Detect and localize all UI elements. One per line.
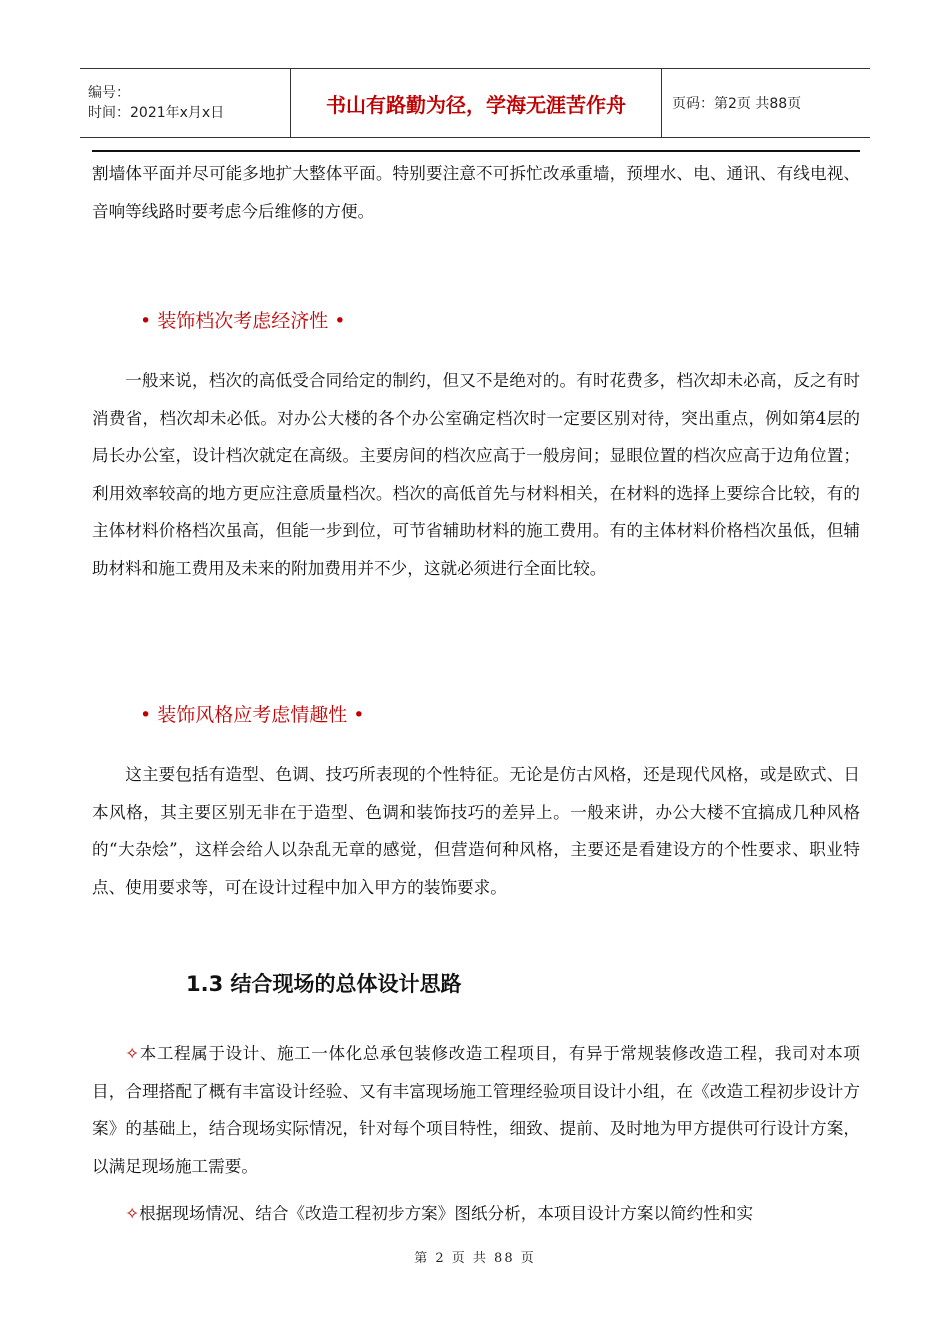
paragraph-analysis-text: 根据现场情况、结合《改造工程初步方案》图纸分析，本项目设计方案以简约性和实 [139,1204,754,1223]
intro-paragraph: 割墙体平面并尽可能多地扩大整体平面。特别要注意不可拆忙改承重墙，预埋水、电、通讯、有线电视、音响等线路时要考虑今后维修的方便。 [92,164,860,221]
paragraph-project [92,1035,860,1185]
document-number-label: 编号： [88,85,130,101]
page-header [80,68,870,138]
paragraph-style: 这主要包括有造型、色调、技巧所表现的个性特征。无论是仿古风格，还是现代风格，或是欧式、日本风格，其主要区别无非在于造型、色调和装饰技巧的差异上。一般来讲，办公大楼不宜搞成几种风格的“大杂烩”，这样会给人以杂乱无章的感觉，但营造何种风格，主要还是看建设方的个性要求、职业特点、使用要求等，可在设计过程中加入甲方的装饰要求。 [92,765,860,897]
paragraph-analysis [92,1195,860,1233]
header-page-info: 页码：第2页 共88页 [672,96,802,112]
bullet-diamond-icon: ✧ [125,1204,140,1223]
document-time-label: 时间：2021年x月x日 [88,105,225,121]
page-footer: 第 2 页 共 88 页 [414,1251,536,1266]
header-divider [92,150,860,152]
header-motto: 书山有路勤为径，学海无涯苦作舟 [291,69,662,137]
paragraph-project-text: 本工程属于设计、施工一体化总承包装修改造工程项目，有异于常规装修改造工程，我司对本项目，合理搭配了概有丰富设计经验、又有丰富现场施工管理经验项目设计小组，在《改造工程初步设计方案》的基础上，结合现场实际情况，针对每个项目特性，细致、提前、及时地为甲方提供可行设计方案，以满足现场施工需要。 [92,1044,860,1176]
bullet-diamond-icon: ✧ [125,1044,140,1063]
heading-style: • 装饰风格应考虑情趣性 • [140,704,365,726]
paragraph-economy: 一般来说，档次的高低受合同给定的制约，但又不是绝对的。有时花费多，档次却未必高，反之有时消费省，档次却未必低。对办公大楼的各个办公室确定档次时一定要区别对待，突出重点，例如第4层的局长办公室，设计档次就定在高级。主要房间的档次应高于一般房间；显眼位置的档次应高于边角位置；利用效率较高的地方更应注意质量档次。档次的高低首先与材料相关，在材料的选择上要综合比较，有的主体材料价格档次虽高，但能一步到位，可节省辅助材料的施工费用。有的主体材料价格档次虽低，但辅助材料和施工费用及未来的附加费用并不少，这就必须进行全面比较。 [92,371,860,578]
section-title-1-3: 1.3 结合现场的总体设计思路 [186,972,462,996]
heading-economy: • 装饰档次考虑经济性 • [140,310,346,332]
header-left-cell [80,69,291,137]
